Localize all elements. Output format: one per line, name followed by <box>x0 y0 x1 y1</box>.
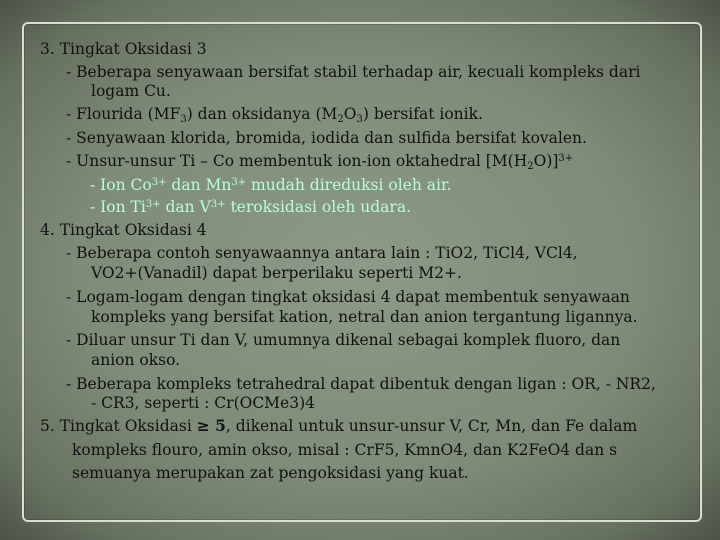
section-4-heading: 4. Tingkat Oksidasi 4 <box>40 221 207 239</box>
section-4-item-4: - Beberapa kompleks tetrahedral dapat dibentuk dengan ligan : OR, - NR2, <box>66 375 656 393</box>
section-4-item-1-cont: VO2+(Vanadil) dapat berperilaku seperti M2+. <box>91 264 462 282</box>
section-3-item-1-cont: logam Cu. <box>91 82 171 100</box>
section-3-item-5: - Ion $Co^{3+}$ dan $Mn^{3+}$ mudah direduksi oleh air. <box>90 176 452 194</box>
section-4-item-3: - Diluar unsur Ti dan V, umumnya dikenal sebagai komplek fluoro, dan <box>66 331 621 349</box>
section-4-item-1: - Beberapa contoh senyawaannya antara lain : TiO2, TiCl4, VCl4, <box>66 244 578 262</box>
section-4-item-2: - Logam-logam dengan tingkat oksidasi 4 dapat membentuk senyawaan <box>66 288 630 306</box>
section-3-item-2: - Flourida $(MF_3)$ dan oksidanya $(M_2O_3)$ bersifat ionik. <box>66 105 483 125</box>
section-3-item-4: - Unsur-unsur Ti – Co membentuk ion-ion oktahedral $[M(H_2O)]^{3+}$ <box>66 152 574 172</box>
section-4-item-4-cont: - CR3, seperti : Cr(OCMe3)4 <box>91 394 316 412</box>
section-5-line-2: kompleks flouro, amin okso, misal : CrF5, KmnO4, dan K2FeO4 dan s <box>72 441 618 459</box>
section-5-heading: 5. Tingkat Oksidasi ≥ 5, dikenal untuk unsur-unsur V, Cr, Mn, dan Fe dalam <box>40 416 638 435</box>
section-5-line-3: semuanya merupakan zat pengoksidasi yang kuat. <box>72 464 469 482</box>
section-3-item-1: - Beberapa senyawaan bersifat stabil terhadap air, kecuali kompleks dari <box>66 63 641 81</box>
section-3-item-3: - Senyawaan klorida, bromida, iodida dan sulfida bersifat kovalen. <box>66 129 587 147</box>
section-3-heading: 3. Tingkat Oksidasi 3 <box>40 40 207 58</box>
section-3-item-6: - Ion $Ti^{3+}$ dan $V^{3+}$ teroksidasi oleh udara. <box>90 198 412 216</box>
section-4-item-2-cont: kompleks yang bersifat kation, netral dan anion tergantung ligannya. <box>91 308 638 326</box>
section-4-item-3-cont: anion okso. <box>91 351 181 369</box>
